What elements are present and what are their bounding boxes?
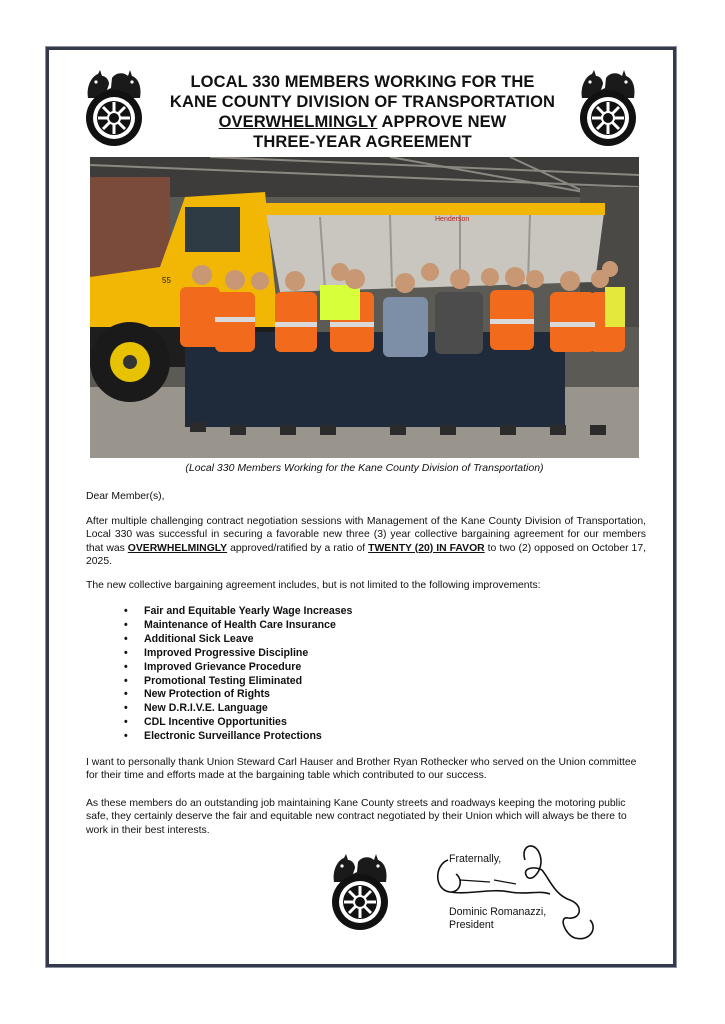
paragraph-closing: As these members do an outstanding job maintaining Kane County streets and roadways keeping the motoring public safe, they certainly deserve the fair and equitable new contract negotiated by their Union which will always be there to work in their best interests.	[86, 798, 627, 836]
improvements-list	[124, 605, 352, 744]
photo-caption: (Local 330 Members Working for the Kane County Division of Transportation)	[185, 462, 544, 474]
signatory-name: Dominic Romanazzi,	[449, 906, 547, 918]
title-line-4: THREE-YEAR AGREEMENT	[253, 133, 472, 151]
teamsters-logo-bottom	[328, 852, 392, 936]
list-item: • CDL Incentive Opportunities	[124, 716, 352, 730]
truck-number: 55	[162, 276, 171, 285]
paragraph-improvements-intro: The new collective bargaining agreement includes, but is not limited to the following improvements:	[86, 580, 541, 591]
paragraph1-part1: After multiple challenging contract negotiation sessions with Management of the Kane County Division of Transportation, Local 330 was successful in securing a favorable new three (3) year collective bargaining agreement for our members that was	[86, 516, 646, 554]
list-item: • Additional Sick Leave	[124, 633, 352, 647]
greeting: Dear Member(s),	[86, 491, 165, 502]
workers-and-truck-illustration	[90, 157, 639, 458]
list-item: • New Protection of Rights	[124, 688, 352, 702]
title-emphasis: OVERWHELMINGLY	[218, 113, 378, 131]
horse-wheel-emblem-icon	[82, 68, 146, 152]
group-photo	[90, 157, 639, 458]
list-item: • Improved Progressive Discipline	[124, 647, 352, 661]
list-item: • Improved Grievance Procedure	[124, 661, 352, 675]
signatory-title: President	[449, 919, 494, 932]
paragraph-thanks: I want to personally thank Union Steward Carl Hauser and Brother Ryan Rothecker who served on the Union committee for their time and efforts made at the bargaining table which contributed to our success.	[86, 757, 637, 782]
truck-brand: Henderson	[435, 216, 470, 223]
closing-salutation: Fraternally,	[449, 853, 502, 865]
list-item: • Promotional Testing Eliminated	[124, 675, 352, 689]
list-item: • New D.R.I.V.E. Language	[124, 702, 352, 716]
title-line-2: KANE COUNTY DIVISION OF TRANSPORTATION	[169, 93, 556, 111]
teamsters-logo-left	[82, 68, 146, 152]
list-item: • Fair and Equitable Yearly Wage Increases	[124, 605, 352, 619]
paragraph1-emphasis-vote: TWENTY (20) IN FAVOR	[368, 542, 485, 554]
list-item: • Maintenance of Health Care Insurance	[124, 619, 352, 633]
paragraph1-part3: to two (2) opposed on October 17, 2025.	[86, 542, 646, 567]
page-title	[150, 72, 575, 152]
list-item: • Electronic Surveillance Protections	[124, 730, 352, 744]
paragraph1-emphasis-overwhelmingly: OVERWHELMINGLY	[127, 542, 228, 554]
title-line-3-rest: APPROVE NEW	[377, 113, 507, 131]
title-line-1: LOCAL 330 MEMBERS WORKING FOR THE	[190, 73, 535, 91]
horse-wheel-emblem-icon	[576, 68, 640, 152]
paragraph-ratification	[86, 515, 646, 568]
title-line-3	[150, 112, 575, 132]
horse-wheel-emblem-icon	[328, 852, 392, 936]
teamsters-logo-right	[576, 68, 640, 152]
signatory-block	[449, 906, 546, 933]
paragraph1-part2: approved/ratified by a ratio of	[227, 542, 369, 554]
